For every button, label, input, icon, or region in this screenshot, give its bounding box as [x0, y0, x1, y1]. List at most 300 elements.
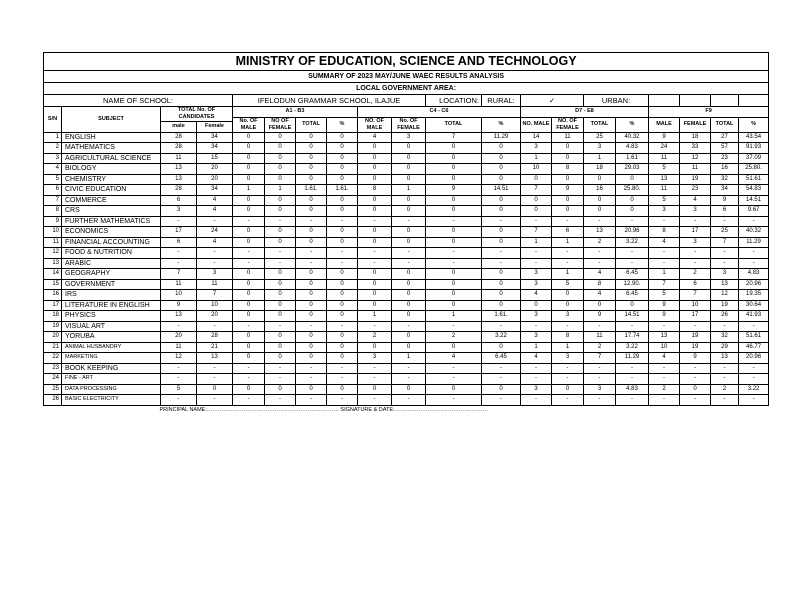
result-cell: 0 — [680, 384, 711, 395]
result-cell: - — [584, 248, 616, 259]
result-cell: 20 — [161, 332, 197, 343]
result-cell: - — [296, 321, 327, 332]
result-cell: - — [426, 248, 482, 259]
result-cell: 34 — [197, 132, 233, 143]
result-cell: 0 — [265, 132, 296, 143]
table-row — [44, 363, 769, 374]
serial-number: 12 — [44, 248, 62, 259]
result-cell: 0 — [426, 206, 482, 217]
result-cell: 0 — [392, 290, 426, 301]
result-cell: 9 — [584, 311, 616, 322]
result-cell: 6.45 — [482, 353, 521, 364]
result-cell: 9 — [426, 185, 482, 196]
result-cell: 1.61. — [482, 311, 521, 322]
serial-number: 5 — [44, 174, 62, 185]
result-cell: - — [711, 216, 739, 227]
serial-number: 19 — [44, 321, 62, 332]
serial-number: 9 — [44, 216, 62, 227]
school-name: IFELODUN GRAMMAR SCHOOL, ILAJUE — [233, 95, 426, 107]
result-cell: 29.03 — [616, 164, 649, 175]
result-cell: - — [197, 248, 233, 259]
result-cell: 0 — [392, 332, 426, 343]
result-cell: 0 — [482, 174, 521, 185]
result-cell: 11.29 — [739, 237, 769, 248]
result-cell: - — [482, 216, 521, 227]
result-cell: - — [680, 395, 711, 406]
result-cell: 0 — [296, 384, 327, 395]
result-cell: 2 — [584, 237, 616, 248]
result-cell: 32 — [711, 174, 739, 185]
result-cell: 0 — [482, 164, 521, 175]
result-cell: - — [552, 321, 584, 332]
result-cell: 7 — [161, 269, 197, 280]
result-cell: 0 — [233, 174, 265, 185]
result-cell: 1 — [233, 185, 265, 196]
result-cell: 0 — [426, 164, 482, 175]
result-cell: 23 — [711, 153, 739, 164]
result-cell: 27 — [711, 132, 739, 143]
result-cell: - — [552, 374, 584, 385]
result-cell: 1 — [358, 311, 392, 322]
result-cell: 0 — [392, 269, 426, 280]
result-cell: 2 — [584, 342, 616, 353]
result-cell: - — [521, 258, 552, 269]
table-row — [44, 353, 769, 364]
result-cell: 0 — [392, 143, 426, 154]
result-cell: - — [521, 321, 552, 332]
result-cell: 3.22 — [739, 384, 769, 395]
result-cell: 4 — [649, 237, 680, 248]
result-cell: 11 — [552, 132, 584, 143]
result-cell: 51.61 — [739, 174, 769, 185]
result-cell: - — [482, 321, 521, 332]
result-cell: - — [392, 248, 426, 259]
grade-d7e8-header: D7 - E8 — [521, 107, 649, 118]
result-cell: 0 — [233, 311, 265, 322]
result-cell: 0 — [616, 206, 649, 217]
result-cell: 91.93 — [739, 143, 769, 154]
result-cell: - — [739, 216, 769, 227]
result-cell: 9.67 — [739, 206, 769, 217]
result-cell: 0 — [233, 353, 265, 364]
subject-name: FOOD & NUTRITION — [62, 248, 161, 259]
result-cell: 0 — [233, 237, 265, 248]
result-cell: 18 — [584, 164, 616, 175]
result-cell: 6 — [161, 195, 197, 206]
f9-total-header: TOTAL — [711, 117, 739, 132]
result-cell: 0 — [482, 300, 521, 311]
result-cell: 29 — [711, 342, 739, 353]
serial-number: 4 — [44, 164, 62, 175]
result-cell: 0 — [521, 195, 552, 206]
result-cell: - — [327, 258, 358, 269]
result-cell: 0 — [327, 143, 358, 154]
result-cell: - — [426, 321, 482, 332]
result-cell: 0 — [265, 237, 296, 248]
result-cell: 0 — [265, 332, 296, 343]
urban-label: URBAN: — [584, 95, 649, 107]
subject-name: FINE - ART — [62, 374, 161, 385]
result-cell: 6 — [552, 227, 584, 238]
result-cell: 3 — [521, 279, 552, 290]
result-cell: 0 — [426, 227, 482, 238]
result-cell: 0 — [265, 300, 296, 311]
result-cell: - — [197, 216, 233, 227]
result-cell: - — [161, 374, 197, 385]
subject-name: MARKETING — [62, 353, 161, 364]
d7e8-female-header: NO. OF FEMALE — [552, 117, 584, 132]
result-cell: 0 — [552, 153, 584, 164]
result-cell: 7 — [426, 132, 482, 143]
grade-f9-header: F9 — [649, 107, 769, 118]
result-cell: 0 — [296, 153, 327, 164]
result-cell: - — [392, 321, 426, 332]
result-cell: 30.64 — [739, 300, 769, 311]
result-cell: - — [327, 216, 358, 227]
serial-number: 3 — [44, 153, 62, 164]
serial-number: 8 — [44, 206, 62, 217]
result-cell: 3 — [161, 206, 197, 217]
result-cell: 1 — [265, 185, 296, 196]
result-cell: - — [358, 363, 392, 374]
result-cell: - — [680, 258, 711, 269]
result-cell: 11 — [161, 153, 197, 164]
result-cell: 11 — [161, 279, 197, 290]
result-cell: - — [482, 248, 521, 259]
result-cell: - — [358, 374, 392, 385]
result-cell: 57 — [711, 143, 739, 154]
serial-number: 16 — [44, 290, 62, 301]
result-cell: 0 — [265, 311, 296, 322]
table-row — [44, 269, 769, 280]
result-cell: - — [233, 363, 265, 374]
result-cell: - — [265, 248, 296, 259]
result-cell: - — [649, 374, 680, 385]
table-row — [44, 258, 769, 269]
result-cell: 0 — [233, 206, 265, 217]
result-cell: 8 — [649, 227, 680, 238]
table-row — [44, 300, 769, 311]
result-cell: 11 — [161, 342, 197, 353]
result-cell: 3 — [197, 269, 233, 280]
result-cell: - — [739, 395, 769, 406]
result-cell: 3 — [552, 353, 584, 364]
result-cell: 7 — [521, 227, 552, 238]
result-cell: - — [552, 216, 584, 227]
result-cell: - — [680, 363, 711, 374]
result-cell: - — [161, 216, 197, 227]
result-cell: - — [233, 216, 265, 227]
result-cell: 7 — [649, 279, 680, 290]
result-cell: 2 — [680, 269, 711, 280]
result-cell: 4.83 — [616, 384, 649, 395]
subject-name: VISUAL ART — [62, 321, 161, 332]
results-sheet — [43, 52, 762, 415]
result-cell: - — [584, 258, 616, 269]
result-cell: 0 — [327, 342, 358, 353]
result-cell: 0 — [552, 290, 584, 301]
result-cell: 46.77 — [739, 342, 769, 353]
result-cell: 6 — [680, 279, 711, 290]
result-cell: 21 — [197, 342, 233, 353]
result-cell: 6.45 — [616, 269, 649, 280]
result-cell: 0 — [482, 227, 521, 238]
result-cell: 0 — [327, 269, 358, 280]
result-cell: - — [649, 216, 680, 227]
result-cell: 0 — [616, 174, 649, 185]
results-table — [43, 52, 769, 415]
result-cell: 0 — [482, 384, 521, 395]
result-cell: - — [711, 363, 739, 374]
result-cell: 3.22 — [616, 237, 649, 248]
result-cell: - — [197, 321, 233, 332]
result-cell: 19 — [680, 174, 711, 185]
table-row — [44, 395, 769, 406]
subject-name: PHYSICS — [62, 311, 161, 322]
result-cell: 0 — [584, 195, 616, 206]
result-cell: - — [649, 258, 680, 269]
blank-cell — [649, 95, 680, 107]
result-cell: - — [233, 395, 265, 406]
result-cell: - — [426, 363, 482, 374]
result-cell: 34 — [197, 185, 233, 196]
result-cell: 0 — [327, 153, 358, 164]
result-cell: 0 — [265, 143, 296, 154]
result-cell: - — [327, 321, 358, 332]
result-cell: 8 — [552, 164, 584, 175]
result-cell: - — [552, 258, 584, 269]
result-cell: 34 — [197, 143, 233, 154]
results-rows — [44, 132, 769, 405]
result-cell: - — [426, 374, 482, 385]
result-cell: 0 — [426, 300, 482, 311]
result-cell: - — [482, 258, 521, 269]
table-row — [44, 384, 769, 395]
serial-number: 23 — [44, 363, 62, 374]
result-cell: - — [296, 363, 327, 374]
result-cell: 25 — [584, 132, 616, 143]
result-cell: 28 — [161, 185, 197, 196]
result-cell: 0 — [327, 164, 358, 175]
subject-name: YORUBA — [62, 332, 161, 343]
result-cell: - — [521, 363, 552, 374]
serial-number: 11 — [44, 237, 62, 248]
result-cell: - — [482, 395, 521, 406]
result-cell: 6 — [161, 237, 197, 248]
result-cell: - — [680, 374, 711, 385]
result-cell: - — [711, 395, 739, 406]
result-cell: 13 — [649, 174, 680, 185]
result-cell: - — [327, 374, 358, 385]
result-cell: 26 — [711, 311, 739, 322]
result-cell: 0 — [552, 384, 584, 395]
table-row — [44, 153, 769, 164]
result-cell: 0 — [392, 206, 426, 217]
result-cell: 40.32 — [616, 132, 649, 143]
result-cell: - — [197, 395, 233, 406]
result-cell: 32 — [711, 332, 739, 343]
result-cell: 1 — [426, 311, 482, 322]
result-cell: 0 — [392, 384, 426, 395]
result-cell: 0 — [426, 237, 482, 248]
result-cell: - — [265, 374, 296, 385]
result-cell: 18 — [680, 132, 711, 143]
table-row — [44, 143, 769, 154]
table-row — [44, 290, 769, 301]
d7e8-total-header: TOTAL — [584, 117, 616, 132]
grade-a1b3-header: A1 - B3 — [233, 107, 358, 118]
table-row — [44, 132, 769, 143]
result-cell: 13 — [649, 332, 680, 343]
serial-number: 7 — [44, 195, 62, 206]
result-cell: - — [649, 363, 680, 374]
result-cell: 0 — [358, 195, 392, 206]
result-cell: 11 — [584, 332, 616, 343]
result-cell: 16 — [711, 164, 739, 175]
result-cell: 28 — [197, 332, 233, 343]
result-cell: - — [521, 374, 552, 385]
d7e8-pct-header: % — [616, 117, 649, 132]
result-cell: 0 — [482, 153, 521, 164]
subject-name: CHEMISTRY — [62, 174, 161, 185]
result-cell: - — [680, 216, 711, 227]
result-cell: - — [616, 363, 649, 374]
result-cell: 1 — [521, 153, 552, 164]
subject-name: BIOLOGY — [62, 164, 161, 175]
result-cell: 9 — [649, 300, 680, 311]
result-cell: - — [649, 321, 680, 332]
serial-number: 22 — [44, 353, 62, 364]
result-cell: 12 — [680, 153, 711, 164]
result-cell: - — [739, 258, 769, 269]
result-cell: - — [482, 374, 521, 385]
result-cell: 0 — [233, 384, 265, 395]
result-cell: 0 — [392, 279, 426, 290]
candidates-male-header: male — [161, 122, 197, 133]
result-cell: 9 — [649, 132, 680, 143]
result-cell: 3 — [680, 237, 711, 248]
table-row — [44, 185, 769, 196]
result-cell: 25.80. — [616, 185, 649, 196]
result-cell: 17 — [680, 311, 711, 322]
result-cell: 0 — [327, 290, 358, 301]
result-cell: 11.29 — [616, 353, 649, 364]
result-cell: 0 — [482, 143, 521, 154]
result-cell: - — [649, 248, 680, 259]
result-cell: 0 — [265, 174, 296, 185]
result-cell: 4.83 — [739, 269, 769, 280]
result-cell: 7 — [584, 353, 616, 364]
result-cell: 0 — [233, 269, 265, 280]
result-cell: 17 — [161, 227, 197, 238]
result-cell: 0 — [296, 353, 327, 364]
table-row — [44, 174, 769, 185]
lga-label: LOCAL GOVERNMENT AREA: — [44, 83, 769, 95]
result-cell: 10 — [680, 300, 711, 311]
result-cell: 4 — [584, 269, 616, 280]
table-row — [44, 248, 769, 259]
f9-pct-header: % — [739, 117, 769, 132]
result-cell: - — [616, 216, 649, 227]
result-cell: 0 — [296, 290, 327, 301]
table-row — [44, 374, 769, 385]
serial-number: 6 — [44, 185, 62, 196]
result-cell: 0 — [358, 279, 392, 290]
subject-header: SUBJECT — [62, 107, 161, 133]
result-cell: 3 — [521, 143, 552, 154]
result-cell: - — [711, 374, 739, 385]
result-cell: 0 — [327, 206, 358, 217]
subject-name: AGRICULTURAL SCIENCE — [62, 153, 161, 164]
subject-name: GOVERNMENT — [62, 279, 161, 290]
result-cell: 0 — [296, 143, 327, 154]
result-cell: 0 — [296, 269, 327, 280]
result-cell: - — [327, 363, 358, 374]
result-cell: 0 — [265, 342, 296, 353]
result-cell: 0 — [584, 300, 616, 311]
result-cell: 7 — [680, 290, 711, 301]
result-cell: 20 — [197, 174, 233, 185]
result-cell: - — [739, 248, 769, 259]
result-cell: 0 — [296, 132, 327, 143]
result-cell: 0 — [392, 311, 426, 322]
result-cell: 0 — [426, 153, 482, 164]
result-cell: 7 — [521, 185, 552, 196]
result-cell: - — [584, 374, 616, 385]
result-cell: - — [358, 321, 392, 332]
result-cell: 13 — [197, 353, 233, 364]
subject-name: ARABIC — [62, 258, 161, 269]
result-cell: 0 — [584, 206, 616, 217]
result-cell: 3 — [680, 206, 711, 217]
result-cell: 4 — [358, 132, 392, 143]
result-cell: 0 — [265, 227, 296, 238]
result-cell: - — [616, 374, 649, 385]
result-cell: - — [392, 363, 426, 374]
rural-label: RURAL: — [482, 95, 521, 107]
result-cell: 0 — [233, 132, 265, 143]
serial-number: 15 — [44, 279, 62, 290]
table-row — [44, 342, 769, 353]
result-cell: 0 — [233, 143, 265, 154]
result-cell: 0 — [426, 143, 482, 154]
result-cell: 13 — [711, 279, 739, 290]
a1b3-female-header: NO OF FEMALE — [265, 117, 296, 132]
result-cell: 0 — [327, 227, 358, 238]
result-cell: 25.80. — [739, 164, 769, 175]
result-cell: 0 — [265, 195, 296, 206]
result-cell: 3 — [521, 311, 552, 322]
result-cell: 24 — [197, 227, 233, 238]
result-cell: - — [161, 363, 197, 374]
result-cell: 0 — [552, 195, 584, 206]
result-cell: 3 — [584, 143, 616, 154]
result-cell: 0 — [358, 174, 392, 185]
result-cell: - — [233, 374, 265, 385]
result-cell: - — [296, 395, 327, 406]
result-cell: 10 — [197, 300, 233, 311]
result-cell: - — [426, 395, 482, 406]
result-cell: - — [680, 248, 711, 259]
result-cell: 8 — [358, 185, 392, 196]
school-label: NAME OF SCHOOL: — [44, 95, 233, 107]
result-cell: 0 — [233, 279, 265, 290]
result-cell: 9 — [649, 311, 680, 322]
result-cell: 0 — [296, 311, 327, 322]
result-cell: 0 — [358, 290, 392, 301]
result-cell: 0 — [233, 153, 265, 164]
result-cell: 0 — [296, 227, 327, 238]
